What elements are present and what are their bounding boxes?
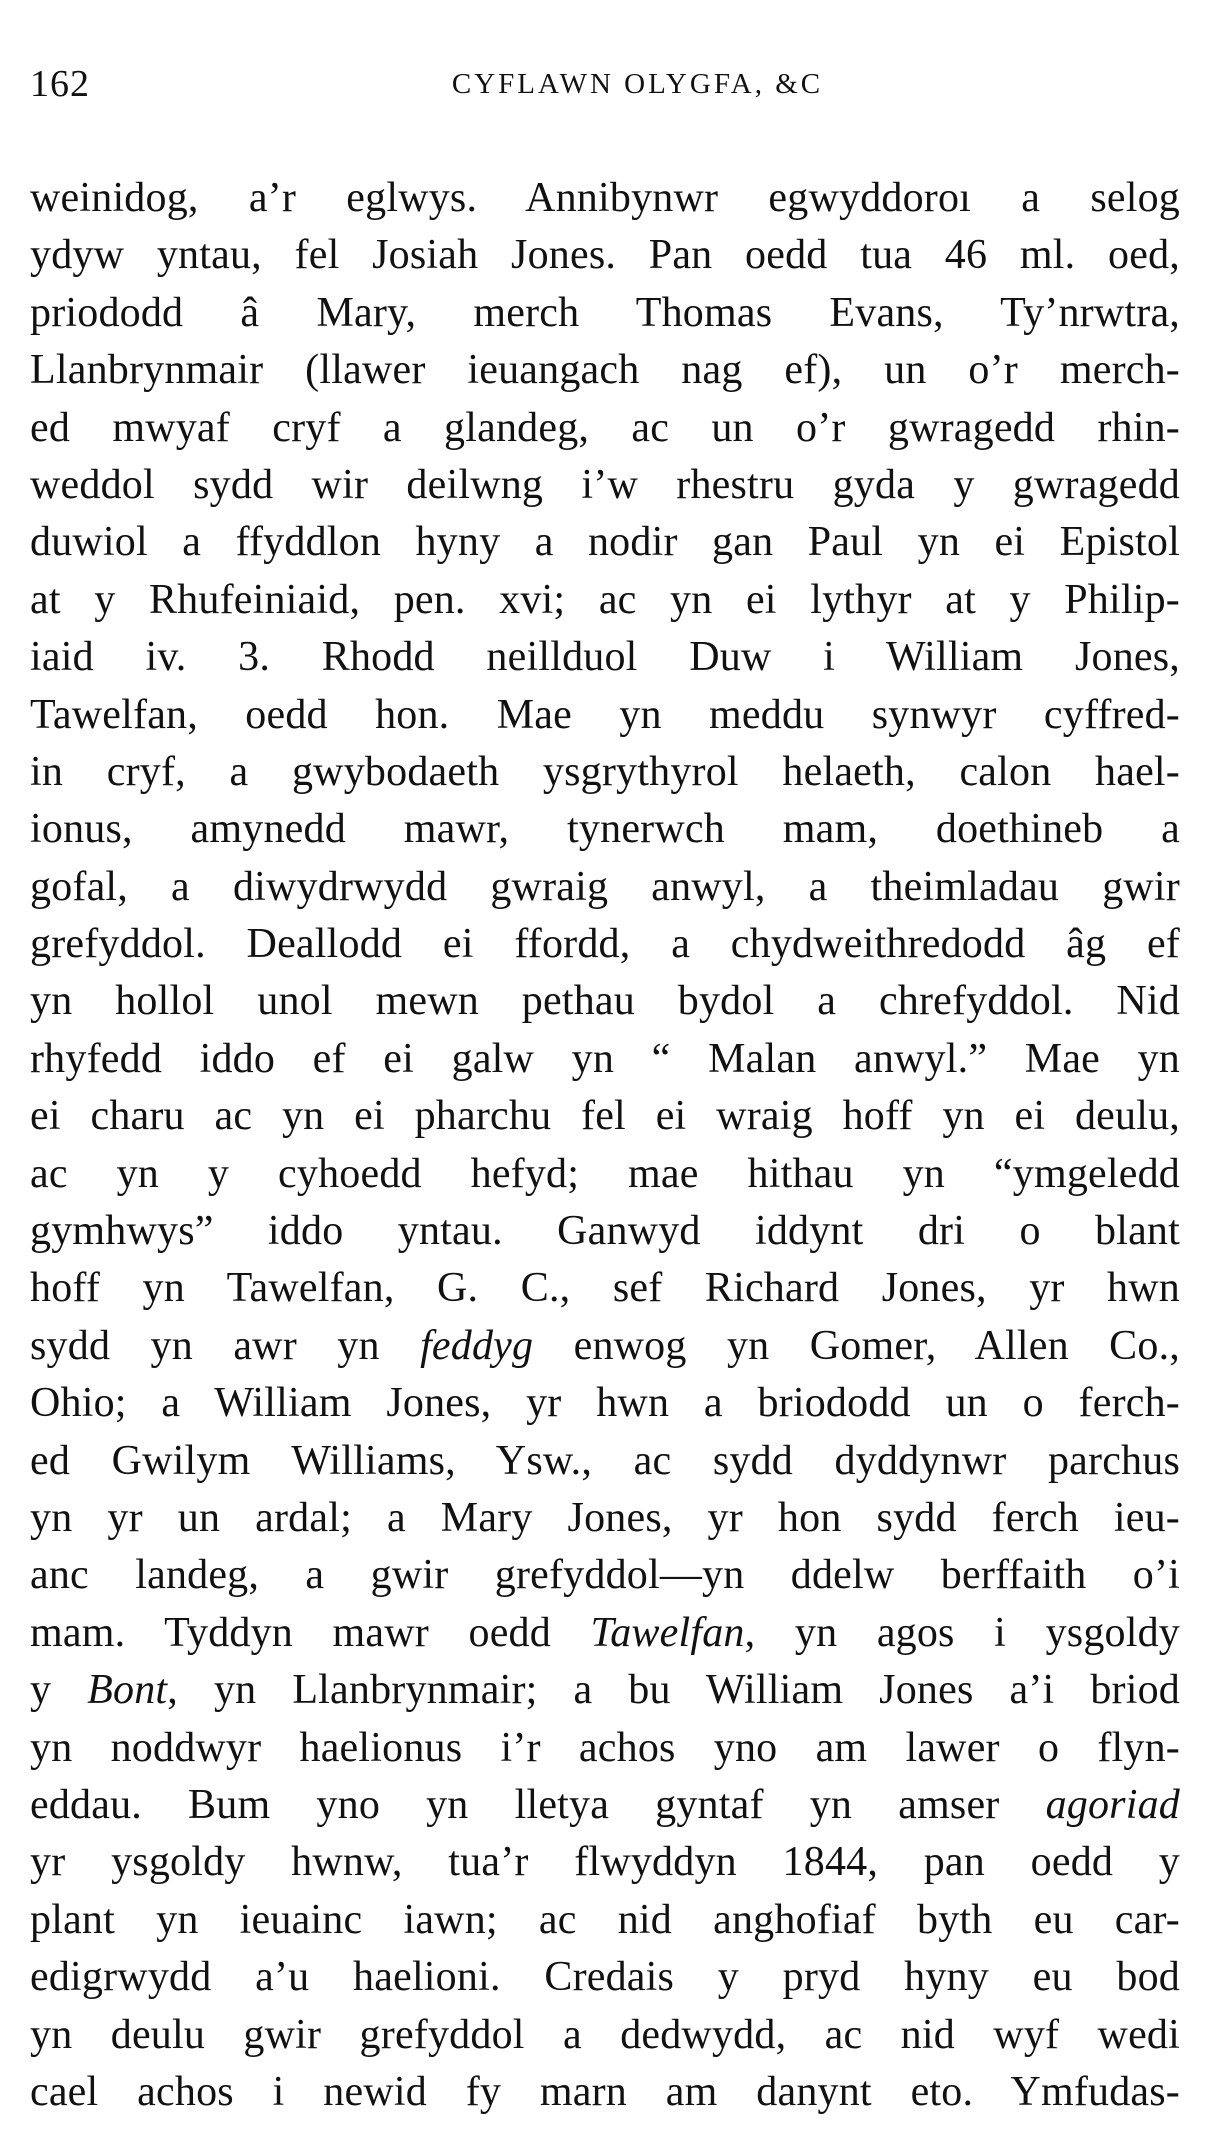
text-line xyxy=(30,859,1180,916)
text-run: priododd â Mary, merch Thomas Evans, Ty’nrwtra, xyxy=(30,289,1180,336)
italic-word: agoriad xyxy=(1045,1781,1180,1828)
text-run: ed Gwilym Williams, Ysw., ac sydd dyddynwr parchus xyxy=(30,1437,1180,1484)
text-line xyxy=(30,2064,1180,2121)
text-line xyxy=(30,1892,1180,1949)
text-line xyxy=(30,973,1180,1030)
text-line xyxy=(30,1318,1180,1375)
text-run: plant yn ieuainc iawn; ac nid anghofiaf byth eu car- xyxy=(30,1896,1180,1943)
text-run: yr ysgoldy hwnw, tua’r flwyddyn 1844, pan oedd y xyxy=(30,1839,1180,1886)
text-line xyxy=(30,1834,1180,1891)
text-run: ydyw yntau, fel Josiah Jones. Pan oedd tua 46 ml. oed, xyxy=(30,232,1180,279)
text-run: anc landeg, a gwir grefyddol—yn ddelw berffaith o’i xyxy=(30,1552,1180,1599)
text-run: in cryf, a gwybodaeth ysgrythyrol helaeth, calon hael- xyxy=(30,748,1180,795)
text-line xyxy=(30,629,1180,686)
text-line xyxy=(30,1777,1180,1834)
text-line xyxy=(30,572,1180,629)
italic-word: feddyg xyxy=(420,1322,534,1369)
text-run: sydd yn awr yn xyxy=(30,1322,421,1369)
text-run: weinidog, a’r eglwys. Annibynwr egwyddoroı a selog xyxy=(30,175,1180,221)
text-run: yn noddwyr haelionus i’r achos yno am lawer o flyn- xyxy=(30,1724,1180,1771)
page-header xyxy=(30,62,1185,122)
text-line xyxy=(30,1031,1180,1088)
text-run: gymhwys” iddo yntau. Ganwyd iddynt dri o blant xyxy=(30,1208,1180,1255)
page-number: 162 xyxy=(30,63,90,105)
text-run: rhyfedd iddo ef ei galw yn “ Malan anwyl.” Mae yn xyxy=(30,1035,1180,1082)
text-line xyxy=(30,457,1180,514)
text-line xyxy=(30,342,1180,399)
text-line xyxy=(30,801,1180,858)
text-line xyxy=(30,744,1180,801)
text-run: enwog yn Gomer, Allen Co., xyxy=(533,1322,1180,1369)
text-run: yn deulu gwir grefyddol a dedwydd, ac nid wyf wedi xyxy=(30,2011,1180,2058)
text-line xyxy=(30,170,1180,227)
text-line xyxy=(30,1490,1180,1547)
text-line xyxy=(30,227,1180,284)
text-run: , yn Llanbrynmair; a bu William Jones a’i briod xyxy=(167,1667,1180,1714)
text-line xyxy=(30,687,1180,744)
text-run: at y Rhufeiniaid, pen. xvi; ac yn ei lythyr at y Philip- xyxy=(30,576,1180,623)
text-line xyxy=(30,400,1180,457)
text-line xyxy=(30,2007,1180,2064)
text-run: grefyddol. Deallodd ei ffordd, a chydweithredodd âg ef xyxy=(30,921,1180,968)
text-line xyxy=(30,916,1180,973)
text-line xyxy=(30,1662,1180,1719)
text-run: eddau. Bum yno yn lletya gyntaf yn amser xyxy=(30,1781,1046,1828)
text-run: ed mwyaf cryf a glandeg, ac un o’r gwragedd rhin- xyxy=(30,404,1180,451)
text-line xyxy=(30,1203,1180,1260)
text-run: ac yn y cyhoedd hefyd; mae hithau yn “ymgeledd xyxy=(30,1150,1180,1197)
text-run: yn yr un ardal; a Mary Jones, yr hon sydd ferch ieu- xyxy=(30,1494,1180,1541)
text-line xyxy=(30,1433,1180,1490)
text-run: Llanbrynmair (llawer ieuangach nag ef), un o’r merch- xyxy=(30,347,1180,394)
text-run: Ohio; a William Jones, yr hwn a briododd un o ferch- xyxy=(30,1380,1180,1427)
text-run: iaid iv. 3. Rhodd neillduol Duw i William Jones, xyxy=(30,634,1180,681)
text-run: ei charu ac yn ei pharchu fel ei wraig hoff yn ei deulu, xyxy=(30,1093,1180,1140)
text-run: gofal, a diwydrwydd gwraig anwyl, a theimladau gwir xyxy=(30,863,1180,910)
text-line xyxy=(30,1949,1180,2006)
text-run: mam. Tyddyn mawr oedd xyxy=(30,1609,591,1656)
italic-word: Tawelfan xyxy=(590,1609,745,1656)
text-run: ionus, amynedd mawr, tynerwch mam, doethineb a xyxy=(30,806,1180,853)
text-line xyxy=(30,1605,1180,1662)
text-line xyxy=(30,1375,1180,1432)
text-run: edigrwydd a’u haelioni. Credais y pryd hyny eu bod xyxy=(30,1954,1180,2001)
text-line xyxy=(30,1146,1180,1203)
text-run: yn hollol unol mewn pethau bydol a chrefyddol. Nid xyxy=(30,978,1180,1025)
text-run: Tawelfan, oedd hon. Mae yn meddu synwyr cyffred- xyxy=(30,691,1180,738)
text-run: hoff yn Tawelfan, G. C., sef Richard Jones, yr hwn xyxy=(30,1265,1180,1312)
text-line xyxy=(30,514,1180,571)
text-line xyxy=(30,285,1180,342)
text-line xyxy=(30,1088,1180,1145)
text-run: y xyxy=(30,1667,88,1714)
text-line xyxy=(30,1260,1180,1317)
text-line xyxy=(30,1720,1180,1777)
body-text xyxy=(30,170,1180,2121)
text-run: weddol sydd wir deilwng i’w rhestru gyda y gwragedd xyxy=(30,461,1180,508)
text-run: , yn agos i ysgoldy xyxy=(744,1609,1180,1656)
text-run: duwiol a ffyddlon hyny a nodir gan Paul yn ei Epistol xyxy=(30,519,1180,566)
italic-word: Bont xyxy=(87,1667,168,1714)
text-line xyxy=(30,1547,1180,1604)
text-run: cael achos i newid fy marn am danynt eto. Ymfudas- xyxy=(30,2068,1180,2115)
running-head: CYFLAWN OLYGFA, &C xyxy=(451,68,824,100)
